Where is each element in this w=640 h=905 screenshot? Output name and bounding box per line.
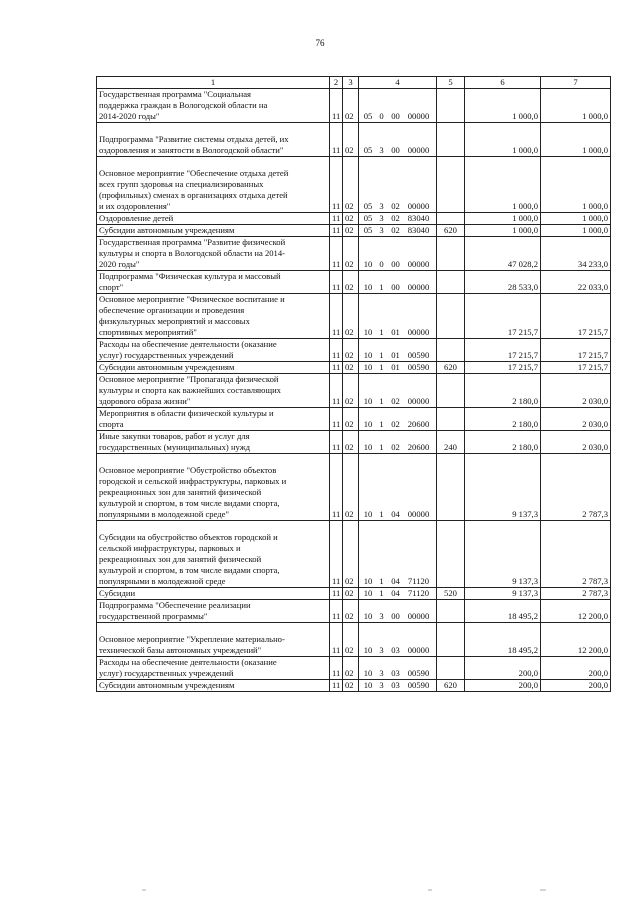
code-subsection: 02 (343, 657, 359, 680)
code-section: 11 (330, 431, 343, 454)
row-name: Основное мероприятие "Обеспечение отдыха детей всех групп здоровья на специализированных (профильных) сменах в организациях отдыха детей и их оздоровления" (97, 157, 330, 213)
direction-code: 00590 (407, 668, 430, 678)
amount-year-1: 1 000,0 (465, 225, 541, 237)
activity-code: 04 (391, 588, 400, 598)
table-row (97, 623, 611, 657)
code-target-article (359, 157, 437, 213)
amount-year-2: 1 000,0 (541, 157, 611, 213)
activity-code: 02 (391, 201, 400, 211)
row-name: Подпрограмма "Физическая культура и массовый спорт" (97, 271, 330, 294)
code-section: 11 (330, 408, 343, 431)
amount-year-1: 9 137,3 (465, 588, 541, 600)
table-row (97, 521, 611, 588)
table-row (97, 89, 611, 123)
table-row (97, 600, 611, 623)
row-name: Мероприятия в области физической культуры и спорта (97, 408, 330, 431)
code-section: 11 (330, 454, 343, 521)
scan-marks (0, 885, 640, 895)
code-subsection: 02 (343, 680, 359, 692)
subprogram-code: 1 (379, 419, 384, 429)
code-subsection: 02 (343, 588, 359, 600)
amount-year-2: 12 200,0 (541, 623, 611, 657)
amount-year-1: 18 495,2 (465, 600, 541, 623)
column-header: 7 (541, 77, 611, 89)
code-subsection: 02 (343, 362, 359, 374)
row-name: Государственная программа "Развитие физической культуры и спорта в Вологодской области на 2014- 2020 годы" (97, 237, 330, 271)
code-target-article (359, 454, 437, 521)
program-code: 10 (363, 509, 373, 519)
amount-year-1: 28 533,0 (465, 271, 541, 294)
direction-code: 00000 (407, 201, 430, 211)
code-subsection: 02 (343, 521, 359, 588)
activity-code: 02 (391, 213, 400, 223)
amount-year-2: 200,0 (541, 680, 611, 692)
code-section: 11 (330, 680, 343, 692)
amount-year-1: 2 180,0 (465, 431, 541, 454)
code-section: 11 (330, 271, 343, 294)
table-row (97, 657, 611, 680)
program-code: 10 (363, 611, 373, 621)
row-name: Основное мероприятие "Физическое воспитание и обеспечение организации и проведения физкультурных мероприятий и массовых спортивных мероприятий" (97, 294, 330, 339)
subprogram-code: 1 (379, 396, 384, 406)
subprogram-code: 1 (379, 509, 384, 519)
code-target-article (359, 237, 437, 271)
program-code: 05 (363, 213, 373, 223)
expense-type (437, 271, 465, 294)
expense-type (437, 657, 465, 680)
program-code: 10 (363, 680, 373, 690)
amount-year-2: 17 215,7 (541, 294, 611, 339)
program-code: 10 (363, 282, 373, 292)
program-code: 10 (363, 350, 373, 360)
amount-year-2: 1 000,0 (541, 89, 611, 123)
expense-type (437, 408, 465, 431)
activity-code: 04 (391, 576, 400, 586)
code-subsection: 02 (343, 89, 359, 123)
expense-type (437, 237, 465, 271)
table-row (97, 339, 611, 362)
amount-year-2: 200,0 (541, 657, 611, 680)
code-section: 11 (330, 339, 343, 362)
code-subsection: 02 (343, 600, 359, 623)
code-section: 11 (330, 623, 343, 657)
expense-type (437, 294, 465, 339)
direction-code: 83040 (407, 225, 430, 235)
amount-year-2: 1 000,0 (541, 123, 611, 157)
expense-type (437, 521, 465, 588)
program-code: 05 (363, 145, 373, 155)
amount-year-2: 1 000,0 (541, 225, 611, 237)
amount-year-2: 1 000,0 (541, 213, 611, 225)
code-subsection: 02 (343, 408, 359, 431)
activity-code: 02 (391, 419, 400, 429)
direction-code: 71120 (407, 576, 430, 586)
amount-year-1: 18 495,2 (465, 623, 541, 657)
amount-year-1: 2 180,0 (465, 374, 541, 408)
program-code: 10 (363, 327, 373, 337)
code-section: 11 (330, 237, 343, 271)
row-name: Расходы на обеспечение деятельности (оказание услуг) государственных учреждений (97, 339, 330, 362)
code-subsection: 02 (343, 374, 359, 408)
table-row (97, 225, 611, 237)
code-target-article (359, 431, 437, 454)
code-target-article (359, 225, 437, 237)
code-section: 11 (330, 657, 343, 680)
code-target-article (359, 362, 437, 374)
direction-code: 00000 (407, 259, 430, 269)
activity-code: 03 (391, 680, 400, 690)
code-section: 11 (330, 294, 343, 339)
amount-year-1: 17 215,7 (465, 339, 541, 362)
code-subsection: 02 (343, 294, 359, 339)
direction-code: 00000 (407, 645, 430, 655)
subprogram-code: 3 (379, 145, 384, 155)
column-header: 2 (330, 77, 343, 89)
expense-type (437, 623, 465, 657)
code-target-article (359, 657, 437, 680)
column-header: 1 (97, 77, 330, 89)
activity-code: 00 (391, 111, 400, 121)
amount-year-2: 2 030,0 (541, 431, 611, 454)
code-target-article (359, 600, 437, 623)
table-row (97, 374, 611, 408)
row-name: Расходы на обеспечение деятельности (оказание услуг) государственных учреждений (97, 657, 330, 680)
program-code: 10 (363, 645, 373, 655)
activity-code: 00 (391, 259, 400, 269)
amount-year-1: 47 028,2 (465, 237, 541, 271)
subprogram-code: 1 (379, 588, 384, 598)
direction-code: 00000 (407, 282, 430, 292)
code-section: 11 (330, 213, 343, 225)
code-target-article (359, 521, 437, 588)
activity-code: 02 (391, 442, 400, 452)
table-row (97, 454, 611, 521)
table-row (97, 294, 611, 339)
expense-type: 520 (437, 588, 465, 600)
program-code: 10 (363, 576, 373, 586)
amount-year-2: 2 787,3 (541, 588, 611, 600)
row-name: Субсидии автономным учреждениям (97, 680, 330, 692)
amount-year-2: 2 030,0 (541, 408, 611, 431)
amount-year-2: 17 215,7 (541, 339, 611, 362)
code-section: 11 (330, 157, 343, 213)
amount-year-1: 9 137,3 (465, 521, 541, 588)
code-target-article (359, 623, 437, 657)
expense-type (437, 374, 465, 408)
row-name: Иные закупки товаров, работ и услуг для государственных (муниципальных) нужд (97, 431, 330, 454)
expense-type (437, 454, 465, 521)
direction-code: 00590 (407, 680, 430, 690)
direction-code: 20600 (407, 442, 430, 452)
program-code: 05 (363, 225, 373, 235)
expense-type (437, 213, 465, 225)
subprogram-code: 3 (379, 611, 384, 621)
code-subsection: 02 (343, 623, 359, 657)
table-row (97, 680, 611, 692)
subprogram-code: 3 (379, 680, 384, 690)
subprogram-code: 1 (379, 442, 384, 452)
code-section: 11 (330, 225, 343, 237)
code-subsection: 02 (343, 271, 359, 294)
amount-year-2: 2 030,0 (541, 374, 611, 408)
amount-year-2: 22 033,0 (541, 271, 611, 294)
direction-code: 00590 (407, 350, 430, 360)
subprogram-code: 3 (379, 668, 384, 678)
program-code: 10 (363, 362, 373, 372)
direction-code: 00000 (407, 327, 430, 337)
code-section: 11 (330, 521, 343, 588)
expense-type: 620 (437, 362, 465, 374)
activity-code: 04 (391, 509, 400, 519)
amount-year-1: 2 180,0 (465, 408, 541, 431)
amount-year-1: 200,0 (465, 680, 541, 692)
amount-year-1: 1 000,0 (465, 89, 541, 123)
code-target-article (359, 89, 437, 123)
amount-year-2: 17 215,7 (541, 362, 611, 374)
code-target-article (359, 408, 437, 431)
code-target-article (359, 374, 437, 408)
table-row (97, 362, 611, 374)
amount-year-1: 1 000,0 (465, 157, 541, 213)
row-name: Субсидии на обустройство объектов городской и сельской инфраструктуры, парковых и рекреационных зон для занятий физической культурой и спортом, в том числе видами спорта, популярными в молодежной среде (97, 521, 330, 588)
row-name: Основное мероприятие "Пропаганда физической культуры и спорта как важнейших составляющих здорового образа жизни" (97, 374, 330, 408)
activity-code: 00 (391, 611, 400, 621)
table-row (97, 157, 611, 213)
row-name: Субсидии автономным учреждениям (97, 225, 330, 237)
table-row (97, 123, 611, 157)
budget-table (96, 76, 611, 692)
expense-type: 240 (437, 431, 465, 454)
subprogram-code: 3 (379, 645, 384, 655)
amount-year-1: 1 000,0 (465, 123, 541, 157)
row-name: Государственная программа "Социальная поддержка граждан в Вологодской области на 2014-2020 годы" (97, 89, 330, 123)
code-subsection: 02 (343, 225, 359, 237)
code-section: 11 (330, 600, 343, 623)
subprogram-code: 1 (379, 327, 384, 337)
activity-code: 03 (391, 668, 400, 678)
row-name: Субсидии автономным учреждениям (97, 362, 330, 374)
table-row (97, 271, 611, 294)
code-section: 11 (330, 588, 343, 600)
row-name: Подпрограмма "Обеспечение реализации государственной программы" (97, 600, 330, 623)
program-code: 10 (363, 442, 373, 452)
subprogram-code: 0 (379, 259, 384, 269)
column-header: 6 (465, 77, 541, 89)
row-name: Основное мероприятие "Укрепление материально- технической базы автономных учреждений" (97, 623, 330, 657)
direction-code: 00000 (407, 611, 430, 621)
expense-type (437, 600, 465, 623)
page-number: 76 (315, 38, 325, 48)
direction-code: 00000 (407, 145, 430, 155)
activity-code: 02 (391, 396, 400, 406)
table-header-row (97, 77, 611, 89)
amount-year-2: 12 200,0 (541, 600, 611, 623)
amount-year-1: 17 215,7 (465, 294, 541, 339)
direction-code: 00590 (407, 362, 430, 372)
row-name: Оздоровление детей (97, 213, 330, 225)
code-section: 11 (330, 374, 343, 408)
program-code: 10 (363, 259, 373, 269)
subprogram-code: 1 (379, 576, 384, 586)
table-row (97, 588, 611, 600)
program-code: 10 (363, 668, 373, 678)
code-target-article (359, 213, 437, 225)
code-subsection: 02 (343, 157, 359, 213)
subprogram-code: 3 (379, 201, 384, 211)
subprogram-code: 1 (379, 362, 384, 372)
code-section: 11 (330, 123, 343, 157)
code-subsection: 02 (343, 123, 359, 157)
expense-type: 620 (437, 225, 465, 237)
code-target-article (359, 123, 437, 157)
direction-code: 83040 (407, 213, 430, 223)
expense-type (437, 339, 465, 362)
code-target-article (359, 588, 437, 600)
activity-code: 01 (391, 350, 400, 360)
expense-type (437, 89, 465, 123)
amount-year-1: 200,0 (465, 657, 541, 680)
amount-year-1: 9 137,3 (465, 454, 541, 521)
code-target-article (359, 294, 437, 339)
program-code: 10 (363, 419, 373, 429)
direction-code: 00000 (407, 509, 430, 519)
table-row (97, 408, 611, 431)
subprogram-code: 0 (379, 111, 384, 121)
row-name: Подпрограмма "Развитие системы отдыха детей, их оздоровления и занятости в Вологодской области" (97, 123, 330, 157)
code-subsection: 02 (343, 431, 359, 454)
expense-type: 620 (437, 680, 465, 692)
code-section: 11 (330, 362, 343, 374)
program-code: 10 (363, 396, 373, 406)
program-code: 05 (363, 201, 373, 211)
expense-type (437, 123, 465, 157)
amount-year-1: 1 000,0 (465, 213, 541, 225)
row-name: Субсидии (97, 588, 330, 600)
code-subsection: 02 (343, 454, 359, 521)
activity-code: 02 (391, 225, 400, 235)
amount-year-1: 17 215,7 (465, 362, 541, 374)
subprogram-code: 1 (379, 282, 384, 292)
direction-code: 00000 (407, 396, 430, 406)
column-header: 5 (437, 77, 465, 89)
subprogram-code: 1 (379, 350, 384, 360)
subprogram-code: 3 (379, 213, 384, 223)
direction-code: 00000 (407, 111, 430, 121)
table-row (97, 431, 611, 454)
table-row (97, 213, 611, 225)
program-code: 05 (363, 111, 373, 121)
code-subsection: 02 (343, 339, 359, 362)
expense-type (437, 157, 465, 213)
activity-code: 00 (391, 282, 400, 292)
activity-code: 01 (391, 327, 400, 337)
program-code: 10 (363, 588, 373, 598)
table-row (97, 237, 611, 271)
code-section: 11 (330, 89, 343, 123)
activity-code: 00 (391, 145, 400, 155)
column-header: 3 (343, 77, 359, 89)
amount-year-2: 34 233,0 (541, 237, 611, 271)
code-target-article (359, 271, 437, 294)
activity-code: 03 (391, 645, 400, 655)
row-name: Основное мероприятие "Обустройство объектов городской и сельской инфраструктуры, парковых и рекреационных зон для занятий физической культурой и спортом, в том числе видами спорта, популярными в молодежной среде" (97, 454, 330, 521)
subprogram-code: 3 (379, 225, 384, 235)
direction-code: 71120 (407, 588, 430, 598)
code-subsection: 02 (343, 213, 359, 225)
direction-code: 20600 (407, 419, 430, 429)
code-target-article (359, 680, 437, 692)
amount-year-2: 2 787,3 (541, 454, 611, 521)
code-subsection: 02 (343, 237, 359, 271)
code-target-article (359, 339, 437, 362)
column-header: 4 (359, 77, 437, 89)
activity-code: 01 (391, 362, 400, 372)
amount-year-2: 2 787,3 (541, 521, 611, 588)
